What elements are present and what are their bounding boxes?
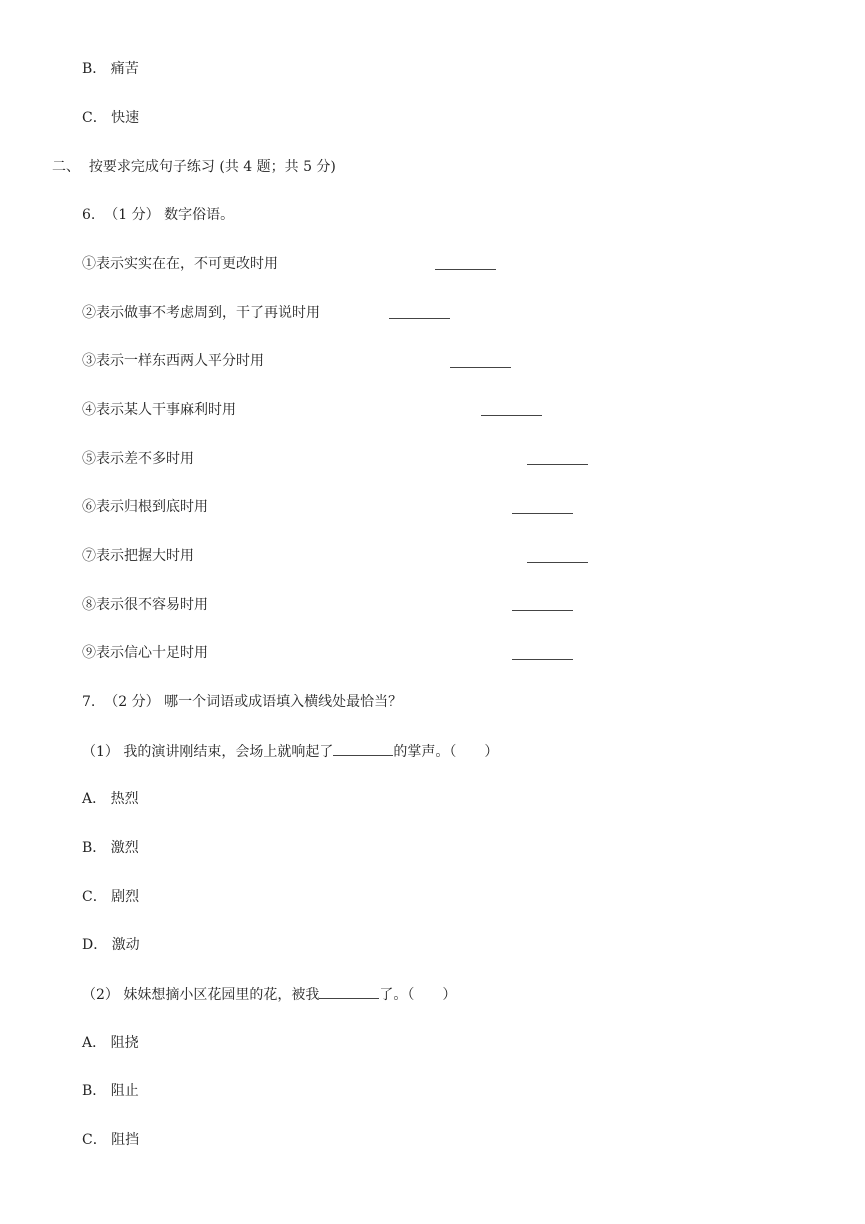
answer-blank[interactable] xyxy=(527,464,588,465)
option-text: 热烈 xyxy=(110,791,139,807)
option-letter: B． xyxy=(82,1083,107,1099)
answer-blank[interactable] xyxy=(435,269,496,270)
option-b[interactable] xyxy=(82,838,139,858)
answer-blank[interactable] xyxy=(450,367,511,368)
option-a[interactable] xyxy=(82,789,139,809)
q6-item-9: ⑨表示信心十足时用 xyxy=(82,645,208,661)
question-prompt: 哪一个词语或成语填入横线处最恰当？ xyxy=(164,694,403,710)
answer-blank[interactable] xyxy=(512,659,573,660)
question-score: （1 分） xyxy=(104,207,160,223)
option-text: 激动 xyxy=(111,937,140,953)
stem-after: 的掌声。（ ） xyxy=(393,744,499,760)
answer-blank[interactable] xyxy=(512,610,573,611)
option-text: 剧烈 xyxy=(111,889,140,905)
option-letter: A． xyxy=(82,1035,107,1051)
option-c xyxy=(82,108,139,128)
stem-before: 我的演讲刚结束，会场上就响起了 xyxy=(123,744,334,760)
question-score: （2 分） xyxy=(104,694,160,710)
option-b xyxy=(82,59,139,79)
option-letter: B． xyxy=(82,840,107,856)
q6-item-2: ②表示做事不考虑周到，干了再说时用 xyxy=(82,305,320,321)
q6-item-4: ④表示某人干事麻利时用 xyxy=(82,402,236,418)
option-letter: B． xyxy=(82,61,107,77)
q7-sub1-stem xyxy=(82,741,498,762)
question-6-header xyxy=(82,205,234,225)
answer-blank[interactable] xyxy=(512,513,573,514)
section-number: 二、 xyxy=(52,159,80,175)
q6-item-1: ①表示实实在在，不可更改时用 xyxy=(82,256,278,272)
option-text: 阻挡 xyxy=(111,1132,140,1148)
option-text: 激烈 xyxy=(110,840,139,856)
option-letter: A． xyxy=(82,791,107,807)
answer-blank[interactable] xyxy=(481,415,542,416)
q6-item-8: ⑧表示很不容易时用 xyxy=(82,597,208,613)
q6-item-5: ⑤表示差不多时用 xyxy=(82,451,194,467)
stem-after: 了。（ ） xyxy=(379,987,457,1003)
stem-before: 妹妹想摘小区花园里的花，被我 xyxy=(123,987,320,1003)
option-letter: D． xyxy=(82,937,108,953)
q6-item-3: ③表示一样东西两人平分时用 xyxy=(82,353,264,369)
option-text: 阻挠 xyxy=(110,1035,139,1051)
sub-label: （2） xyxy=(82,987,119,1003)
q7-sub2-stem xyxy=(82,984,456,1005)
option-c[interactable] xyxy=(82,887,139,907)
question-prompt: 数字俗语。 xyxy=(164,207,235,223)
question-7-header xyxy=(82,692,402,712)
answer-blank[interactable] xyxy=(319,984,379,999)
q6-item-7: ⑦表示把握大时用 xyxy=(82,548,194,564)
option-a[interactable] xyxy=(82,1033,139,1053)
sub-label: （1） xyxy=(82,744,119,760)
option-letter: C． xyxy=(82,1132,107,1148)
answer-blank[interactable] xyxy=(333,741,393,756)
section-title: 按要求完成句子练习 (共 4 题；共 5 分) xyxy=(88,159,336,175)
option-text: 阻止 xyxy=(110,1083,139,1099)
question-number: 6. xyxy=(82,207,96,223)
answer-blank[interactable] xyxy=(389,318,450,319)
option-d[interactable] xyxy=(82,935,140,955)
option-letter: C． xyxy=(82,889,107,905)
question-number: 7. xyxy=(82,694,96,710)
option-text: 痛苦 xyxy=(110,61,139,77)
answer-blank[interactable] xyxy=(527,562,588,563)
option-b[interactable] xyxy=(82,1081,139,1101)
option-c[interactable] xyxy=(82,1130,139,1150)
option-text: 快速 xyxy=(111,110,140,126)
q6-item-6: ⑥表示归根到底时用 xyxy=(82,499,208,515)
option-letter: C． xyxy=(82,110,107,126)
section-heading xyxy=(52,157,336,177)
